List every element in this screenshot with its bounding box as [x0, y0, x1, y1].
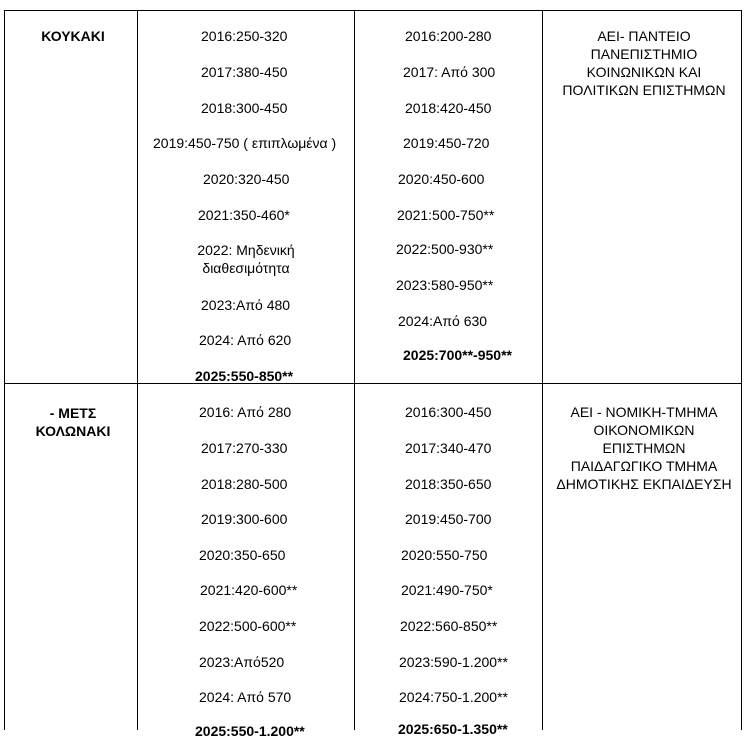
rent-entry: 2020:550-750	[401, 547, 488, 563]
area-name: - ΜΕΤΣ ΚΟΛΩΝΑΚΙ	[35, 405, 111, 439]
rent-entry: 2021:420-600**	[200, 582, 298, 598]
table-border-top	[4, 10, 741, 11]
rent-entry: 2016:200-280	[405, 28, 492, 44]
rent-entry: 2017: Από 300	[403, 64, 496, 80]
rent-entry: 2019:300-600	[201, 511, 288, 527]
table-border-left	[4, 10, 5, 730]
institution-name: ΑΕΙ- ΠΑΝΤΕΙΟ ΠΑΝΕΠΙΣΤΗΜΙΟ ΚΟΙΝΩΝΙΚΩΝ ΚΑΙ ΠΟΛΙΤΙΚΩΝ ΕΠΙΣΤΗΜΩΝ	[562, 28, 726, 98]
rent-entry: 2023:580-950**	[396, 277, 494, 293]
rent-entry: 2019:450-750 ( επιπλωμένα )	[153, 135, 337, 151]
rent-entry: 2025:650-1.350**	[398, 721, 508, 737]
rent-entry: 2020:350-650	[199, 547, 286, 563]
table-border-right	[741, 10, 742, 730]
rent-entry: 2022:500-600**	[199, 618, 297, 634]
rent-entry: 2017:270-330	[201, 440, 288, 456]
table-column-divider	[542, 10, 543, 730]
rent-entry: 2022:560-850**	[400, 618, 498, 634]
rent-entry: 2016: Από 280	[199, 404, 292, 420]
rent-entry: 2019:450-700	[405, 511, 492, 527]
rent-entry: 2017:380-450	[201, 64, 288, 80]
rent-entry: 2025:550-850**	[195, 368, 294, 384]
rent-entry: 2017:340-470	[405, 440, 492, 456]
rent-entry: 2021:490-750*	[401, 582, 493, 598]
table-column-divider	[354, 10, 355, 730]
rent-entry: 2024: Από 620	[199, 332, 292, 348]
rent-entry: 2023:Από 480	[201, 297, 291, 313]
rent-entry: 2020:320-450	[203, 171, 290, 187]
rent-entry: 2024: Από 570	[199, 689, 292, 705]
rent-entry: 2020:450-600	[398, 171, 485, 187]
rent-entry: 2018:300-450	[201, 100, 288, 116]
rent-entry: 2024:750-1.200**	[399, 689, 508, 705]
institution-name: ΑΕΙ - ΝΟΜΙΚΗ-ΤΜΗΜΑ ΟΙΚΟΝΟΜΙΚΩΝ ΕΠΙΣΤΗΜΩΝ ΠΑΙΔΑΓΩΓΙΚΟ ΤΜΗΜΑ ΔΗΜΟΤΙΚΗΣ ΕΚΠΑΙΔΕΥΣΗ	[556, 404, 732, 492]
rent-entry: 2019:450-720	[403, 135, 490, 151]
rent-entry: 2018:350-650	[405, 476, 492, 492]
rent-entry: 2018:420-450	[405, 100, 492, 116]
table-column-divider	[137, 10, 138, 730]
rent-entry: 2021:350-460*	[198, 207, 290, 223]
table-row-divider	[4, 383, 741, 384]
rent-entry: 2018:280-500	[201, 476, 288, 492]
rent-entry: 2025:700**-950**	[403, 347, 512, 363]
rent-entry: 2016:250-320	[201, 28, 288, 44]
rent-entry: 2023:Από520	[199, 654, 285, 670]
rent-entry: 2016:300-450	[405, 404, 492, 420]
rent-entry: 2023:590-1.200**	[399, 654, 508, 670]
area-name: ΚΟΥΚΑΚΙ	[41, 28, 105, 44]
rent-entry: 2022: Μηδενική διαθεσιμότητα	[197, 242, 295, 276]
rent-entry: 2024:Από 630	[398, 313, 488, 329]
rent-entry: 2021:500-750**	[397, 207, 495, 223]
rent-entry: 2022:500-930**	[396, 241, 494, 257]
rent-entry: 2025:550-1.200**	[195, 723, 305, 739]
